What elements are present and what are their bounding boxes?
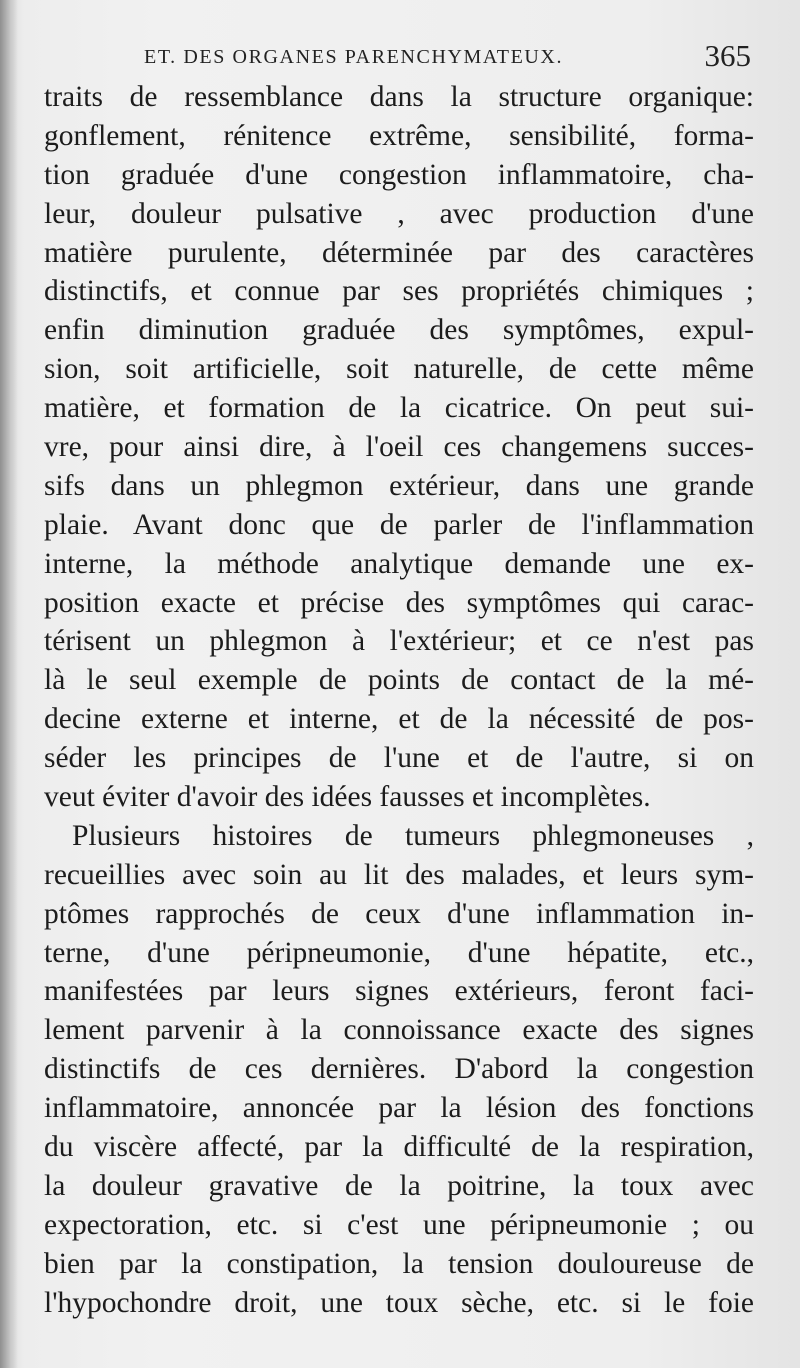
- running-head: [48, 38, 753, 78]
- text-line: traits de ressemblance dans la structure organique:: [44, 81, 754, 113]
- page-number: 365: [704, 38, 751, 73]
- paragraph-1: [44, 78, 754, 817]
- text-line: leur, douleur pulsative , avec production d'une: [44, 197, 754, 230]
- running-head-title: ET. DES ORGANES PARENCHYMATEUX.: [144, 46, 564, 68]
- text-line: distinctifs de ces dernières. D'abord la congestion: [44, 1053, 754, 1086]
- text-line: matière, et formation de la cicatrice. On peut sui-: [44, 392, 754, 425]
- text-line: vre, pour ainsi dire, à l'oeil ces changemens succes-: [44, 431, 754, 464]
- text-line: là le seul exemple de points de contact de la mé-: [44, 664, 754, 697]
- text-line: recueillies avec soin au lit des malades, et leurs sym-: [44, 858, 754, 891]
- text-line: la douleur gravative de la poitrine, la toux avec: [44, 1169, 754, 1202]
- text-line: tion graduée d'une congestion inflammatoire, cha-: [44, 158, 754, 191]
- text-line: inflammatoire, annoncée par la lésion des fonctions: [44, 1092, 754, 1125]
- text-line: position exacte et précise des symptômes qui carac-: [44, 586, 754, 619]
- text-line: sifs dans un phlegmon extérieur, dans une grande: [44, 469, 754, 502]
- text-line: interne, la méthode analytique demande une ex-: [44, 547, 754, 580]
- text-line: terne, d'une péripneumonie, d'une hépatite, etc.,: [44, 936, 754, 969]
- text-line: lement parvenir à la connoissance exacte des signes: [44, 1014, 754, 1047]
- text-line: ptômes rapprochés de ceux d'une inflammation in-: [44, 897, 754, 930]
- text-line: sion, soit artificielle, soit naturelle, de cette même: [44, 353, 754, 386]
- text-line: Plusieurs histoires de tumeurs phlegmoneuses ,: [72, 819, 754, 852]
- paragraph-2: [44, 817, 754, 1323]
- text-line: distinctifs, et connue par ses propriétés chimiques ;: [44, 275, 754, 308]
- text-line: plaie. Avant donc que de parler de l'inflammation: [44, 508, 754, 541]
- text-line: matière purulente, déterminée par des caractères: [44, 236, 754, 269]
- text-line: l'hypochondre droit, une toux sèche, etc. si le foie: [44, 1286, 754, 1319]
- text-line: gonflement, rénitence extrême, sensibilité, forma-: [44, 119, 754, 152]
- gutter-shadow: [0, 0, 18, 1368]
- text-line: decine externe et interne, et de la nécessité de pos-: [44, 703, 754, 736]
- text-line: veut éviter d'avoir des idées fausses et incomplètes.: [44, 781, 651, 814]
- body-text: [44, 78, 754, 1323]
- text-line: séder les principes de l'une et de l'autre, si on: [44, 742, 754, 775]
- text-line: expectoration, etc. si c'est une péripneumonie ; ou: [44, 1208, 754, 1241]
- text-line: manifestées par leurs signes extérieurs, feront faci-: [44, 975, 754, 1008]
- text-line: du viscère affecté, par la difficulté de la respiration,: [44, 1131, 754, 1164]
- text-line: térisent un phlegmon à l'extérieur; et ce n'est pas: [44, 625, 754, 658]
- text-line: bien par la constipation, la tension douloureuse de: [44, 1247, 754, 1280]
- text-line: enfin diminution graduée des symptômes, expul-: [44, 314, 754, 347]
